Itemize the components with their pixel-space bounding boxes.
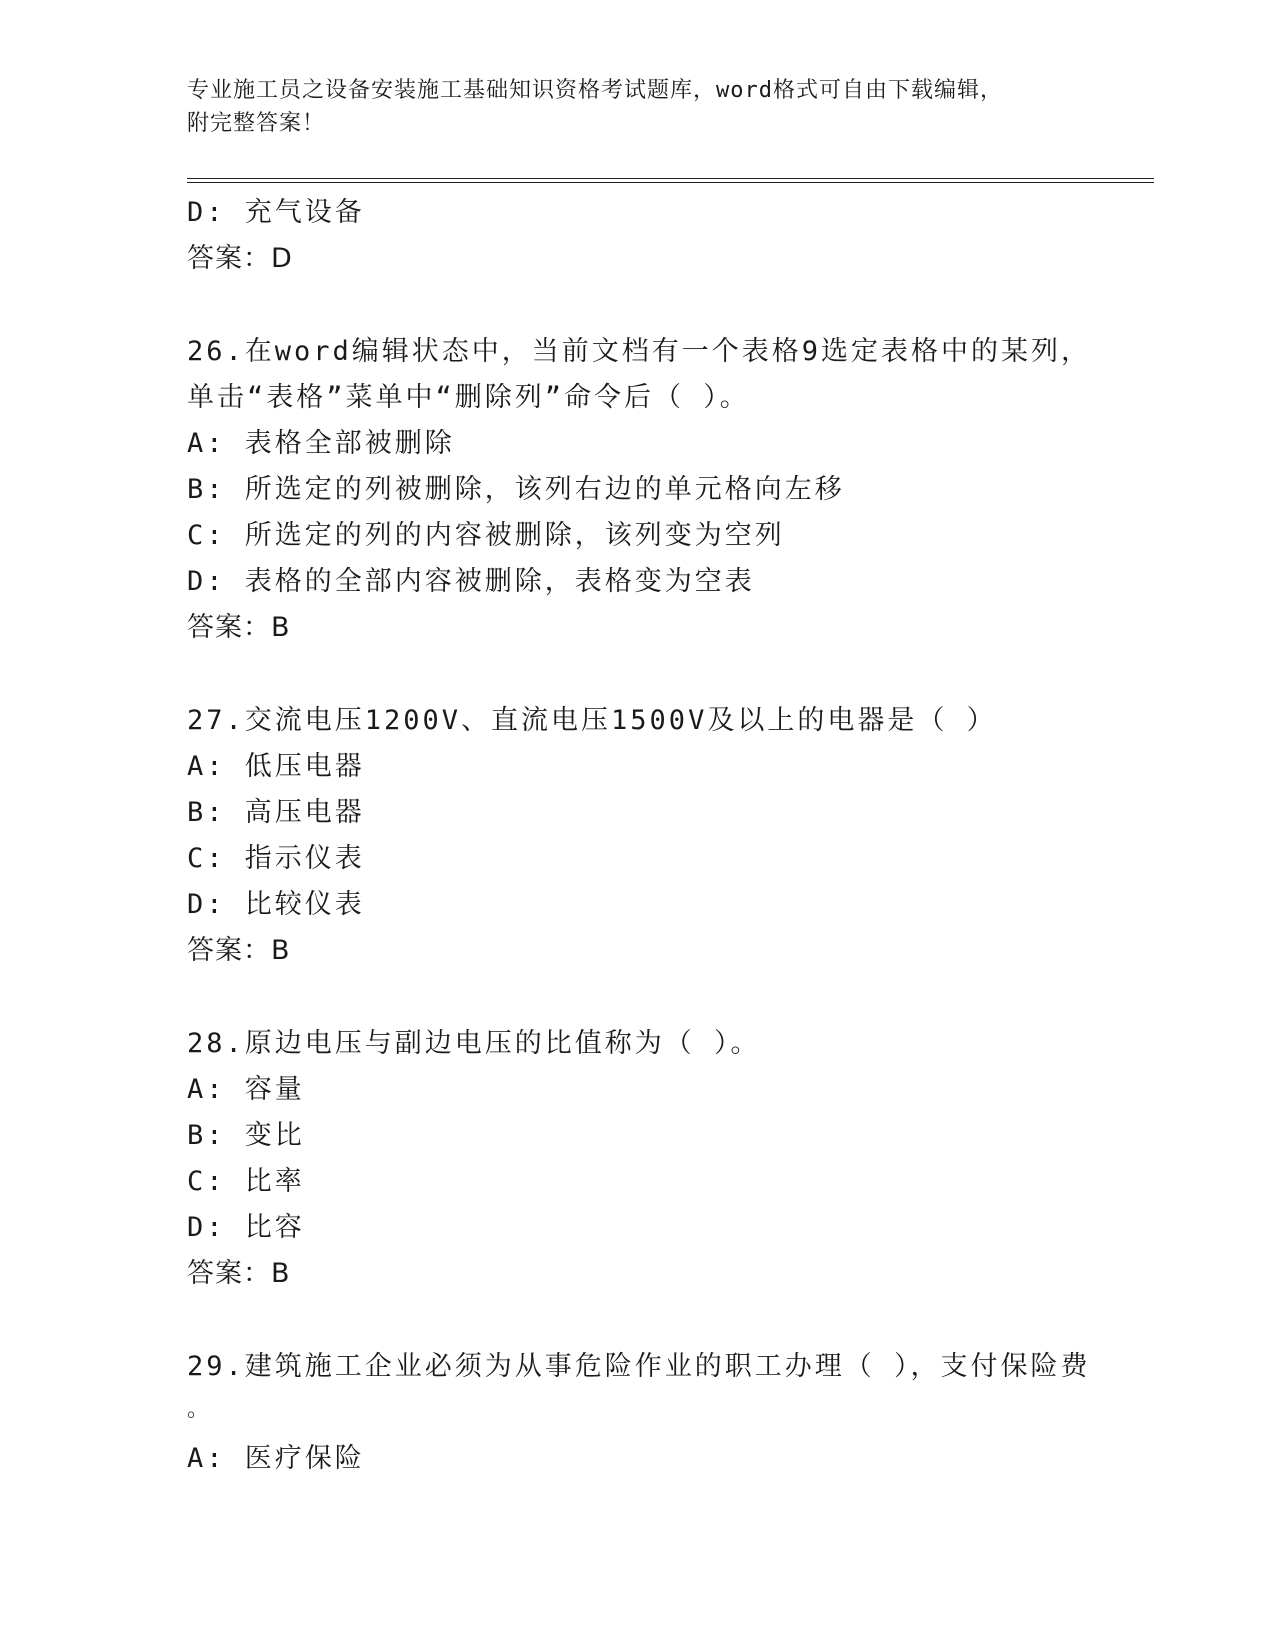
option-b: B: 变比 [187, 1120, 305, 1151]
option-b: B: 所选定的列被删除，该列右边的单元格向左移 [187, 474, 845, 505]
option-a: A: 容量 [187, 1074, 305, 1105]
document-header [187, 74, 1067, 140]
spacer [187, 651, 1087, 698]
question-stem: 26.在word编辑状态中，当前文档有一个表格9选定表格中的某列， [187, 336, 1092, 367]
option-a: A: 表格全部被删除 [187, 428, 455, 459]
option-c: C: 指示仪表 [187, 843, 365, 874]
question-29 [187, 1344, 1091, 1482]
option-a: A: 低压电器 [187, 751, 365, 782]
question-stem-cont: 单击“表格”菜单中“删除列”命令后（ ）。 [187, 382, 750, 413]
header-divider-top [187, 178, 1154, 179]
prev-question [187, 190, 1087, 282]
spacer [187, 282, 1087, 329]
header-line-2: 附完整答案！ [187, 111, 326, 136]
option-c: C: 所选定的列的内容被删除，该列变为空列 [187, 520, 785, 551]
spacer [187, 1297, 1087, 1344]
question-stem-cont: 。 [187, 1397, 213, 1422]
answer-line: 答案：B [187, 1258, 291, 1289]
option-d: D: 表格的全部内容被删除，表格变为空表 [187, 566, 755, 597]
question-stem: 28.原边电压与副边电压的比值称为（ ）。 [187, 1028, 761, 1059]
question-26 [187, 329, 1092, 651]
spacer [187, 974, 1087, 1021]
document-body [187, 190, 1092, 1482]
header-line-1: 专业施工员之设备安装施工基础知识资格考试题库，word格式可自由下载编辑， [187, 78, 1003, 103]
question-stem: 27.交流电压1200V、直流电压1500V及以上的电器是（ ） [187, 705, 997, 736]
header-divider-bottom [187, 182, 1154, 183]
option-a: A: 医疗保险 [187, 1443, 365, 1474]
option-c: C: 比率 [187, 1166, 305, 1197]
question-28 [187, 1021, 1087, 1297]
option-b: B: 高压电器 [187, 797, 365, 828]
answer-line: 答案：D [187, 243, 293, 274]
option-d: D: 比容 [187, 1212, 305, 1243]
question-stem: 29.建筑施工企业必须为从事危险作业的职工办理（ ），支付保险费 [187, 1351, 1091, 1382]
question-27 [187, 698, 1087, 974]
option-d: D: 比较仪表 [187, 889, 365, 920]
option-d: D: 充气设备 [187, 197, 365, 228]
answer-line: 答案：B [187, 612, 291, 643]
answer-line: 答案：B [187, 935, 291, 966]
